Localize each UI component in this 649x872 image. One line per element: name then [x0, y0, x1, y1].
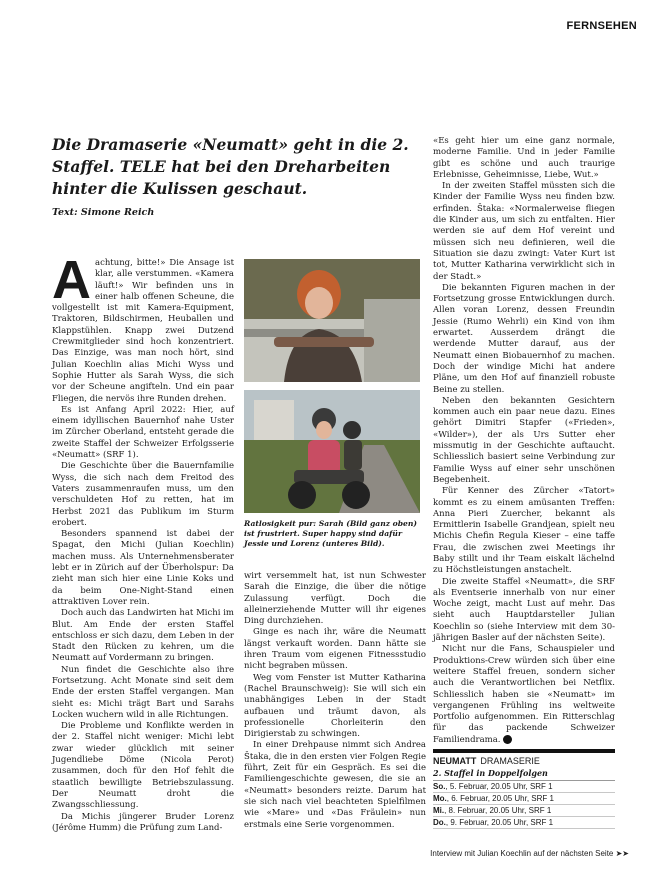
paragraph: Die Probleme und Konflikte werden in der 2. Staffel nicht weniger: Michi lebt zwar wieder glücklich mit seiner Jugendliebe Döme (Nicola Perot) zusammen, doch für den Hof fehlt die staatlich bewilligte Betriebszulassung. Der Neumatt droht die Zwangsschliessung.: [52, 721, 234, 811]
paragraph: Aachtung, bitte!» Die Ansage ist klar, alle verstummen. «Kamera läuft!» Wir befinden uns in einer halb offenen Scheune, die vollgestellt ist mit Kamera-Equipment, Traktoren, Bildschirmen, Heuballen und Klappstühlen. Knapp zwei Dutzend Crewmitglieder sind hoch konzentriert. Das Einzige, was man noch hört, sind Julian Koechlin alias Michi Wyss und Sophie Hutter als Sarah Wyss, die sich vor der Scheune angifteln. Und ein paar Fliegen, die nervös ihre Runden drehen.: [52, 250, 234, 404]
paragraph: Da Michis jüngerer Bruder Lorenz (Jérôme Humm) die Prüfung zum Land-: [52, 811, 234, 833]
paragraph: In der zweiten Staffel müssten sich die Kinder der Familie Wyss neu finden bzw. erfinden. Štaka: «Normalerweise fliegen die Kinder aus, um sich zu entfalten. Hier werden sie auf dem Hof vereint und müssen sich neu definieren, weil die Situation sie dazu zwingt: Vater Kurt ist tot, Mutter Katharina verwirklicht sich in der Stadt.»: [433, 181, 615, 282]
paragraph: Doch auch das Landwirten hat Michi im Blut. Am Ende der ersten Staffel entschloss er sich dazu, dem Leben in der Stadt den Rücken zu kehren, um die Neumatt auf Vordermann zu bringen.: [52, 608, 234, 664]
infobox-genre: DRAMASERIE: [480, 756, 540, 766]
article-lead: Die Dramaserie «Neumatt» geht in die 2. Staffel. TELE hat bei den Dreharbeiten hinter die Kulissen geschaut.: [52, 135, 409, 198]
paragraph: Nun findet die Geschichte also ihre Fortsetzung. Acht Monate sind seit dem Ende der ersten Staffel vergangen. Man sieht es: Michi trägt Bart und Sarahs Locken wuchern wild in alle Richtungen.: [52, 664, 234, 720]
photo-jessie-lorenz-illustration: [244, 390, 420, 513]
paragraph: Für Kenner des Zürcher «Tatort» kommt es zu einem amüsanten Treffen: Anna Pieri Zuercher, bekannt als Ermittlerin Isabelle Grandjean, spielt neu Michis Chefin Regula Kieser – eine taffe Frau, die zwischen zwei Meetings ihr Baby stillt und ihr Team eiskalt lächelnd zu Höchstleistungen anstachelt.: [433, 486, 615, 576]
paragraph: Neben den bekannten Gesichtern kommen auch ein paar neue dazu. Eines gehört Dimitri Stapfer («Frieden», «Wilder»), der als Urs Sutter eher missmutig in der Geschichte auftaucht. Schliesslich basiert seine Verbindung zur Familie Wyss auf einer sehr unschönen Begebenheit.: [433, 395, 615, 485]
paragraph: Nicht nur die Fans, Schauspieler und Produktions-Crew würden sich über eine weitere Staffel freuen, sondern sicher auch die Verantwortlichen bei Netflix. Schliesslich haben sie «Neumatt» im vergangenen Frühling ins weltweite Portfolio aufgenommen. Ein Ritterschlag für das packende Schweizer Familiendrama. T: [433, 644, 615, 745]
paragraph: wirt versemmelt hat, ist nun Schwester Sarah die Einzige, die über die nötige Zulassung verfügt. Doch die alleinerziehende Mutter will ihr eigenes Ding durchziehen.: [244, 571, 426, 627]
photo-sarah: [244, 259, 420, 382]
next-page-teaser[interactable]: Interview mit Julian Koechlin auf der nächsten Seite ➤➤: [430, 849, 629, 858]
photo-caption: Ratlosigkeit pur: Sarah (Bild ganz oben) ist frustriert. Super happy sind dafür Jessie und Lorenz (unteres Bild).: [244, 519, 417, 548]
paragraph: Die zweite Staffel «Neumatt», die SRF als Eventserie innerhalb von nur einer Woche zeigt, macht Lust auf mehr. Das sieht auch Hauptdarsteller Julian Koechlin so (siehe Interview mit dem 30-jährigen Basler auf der nächsten Seite).: [433, 576, 615, 644]
text-column-1: [52, 250, 234, 834]
photo-jessie-lorenz: [244, 390, 420, 513]
paragraph: Die Geschichte über die Bauernfamilie Wyss, die sich nach dem Freitod des Vaters zusammenraufen muss, um den verschuldeten Hof zu retten, hat im Herbst 2021 das Publikum im Sturm erobert.: [52, 461, 234, 528]
end-of-article-icon: T: [503, 735, 512, 744]
paragraph: Weg vom Fenster ist Mutter Katharina (Rachel Braunschweig): Sie will sich ein unabhängiges Leben in der Stadt aufbauen und träumt davon, als professionelle Chorleiterin den Dirigierstab zu schwingen.: [244, 672, 426, 740]
text-column-2: [244, 571, 426, 831]
infobox-title: NEUMATT: [433, 756, 477, 766]
paragraph: Ginge es nach ihr, wäre die Neumatt längst verkauft worden. Dann hätte sie ihren Traum vom eigenen Fitnessstudio nicht begraben müssen.: [244, 627, 426, 672]
schedule-row: Mi., 8. Februar, 20.05 Uhr, SRF 1: [433, 805, 615, 817]
paragraph: Es ist Anfang April 2022: Hier, auf einem idyllischen Bauernhof nahe Uster im Zürcher Oberland, entsteht gerade die zweite Staffel der Schweizer Erfolgsserie «Neumatt» (SRF 1).: [52, 404, 234, 461]
schedule-row: Mo., 6. Februar, 20.05 Uhr, SRF 1: [433, 793, 615, 805]
paragraph: In einer Drehpause nimmt sich Andrea Štaka, die in den ersten vier Folgen Regie führt, Zeit für ein Gespräch. Es sei die Familiengeschichte gewesen, die sie an «Neumatt» besonders reizte. Darum hat sie sich nach viel beachteten Spielfilmen wie «Mare» und «Das Fräulein» nun erstmals eine Serie vorgenommen.: [244, 740, 426, 830]
schedule-row: Do., 9. Februar, 20.05 Uhr, SRF 1: [433, 817, 615, 829]
broadcast-infobox: [433, 749, 615, 829]
section-label: FERNSEHEN: [566, 20, 637, 32]
byline: Text: Simone Reich: [52, 207, 155, 218]
paragraph: Besonders spannend ist dabei der Spagat, den Michi (Julian Koechlin) machen muss. Als Unternehmensberater lebt er in Zürich auf der Überholspur: Da zieht man sich hier eine Linie Koks und da beim One-Night-Stand einen attraktiven Lover rein.: [52, 529, 234, 607]
schedule-row: So., 5. Februar, 20.05 Uhr, SRF 1: [433, 781, 615, 793]
infobox-subtitle: 2. Staffel in Doppelfolgen: [433, 768, 615, 781]
photo-sarah-illustration: [244, 259, 420, 382]
drop-cap: A: [52, 250, 91, 310]
paragraph: «Es geht hier um eine ganz normale, moderne Familie. Und in jeder Familie gibt es schöne und auch traurige Erlebnisse, Geheimnisse, Liebe, Wut.»: [433, 136, 615, 180]
paragraph: Die bekannten Figuren machen in der Fortsetzung grosse Entwicklungen durch. Allen voran Lorenz, dessen Freundin Jessie (Rumo Wehrli) ein Kind von ihm erwartet. Ausserdem drängt die werdende Mutter darauf, aus der Neumatt einen Biobauernhof zu machen. Doch der windige Michi hat andere Pläne, um den Hof auf finanziell robuste Beine zu stellen.: [433, 282, 615, 395]
text-column-3: [433, 136, 615, 746]
